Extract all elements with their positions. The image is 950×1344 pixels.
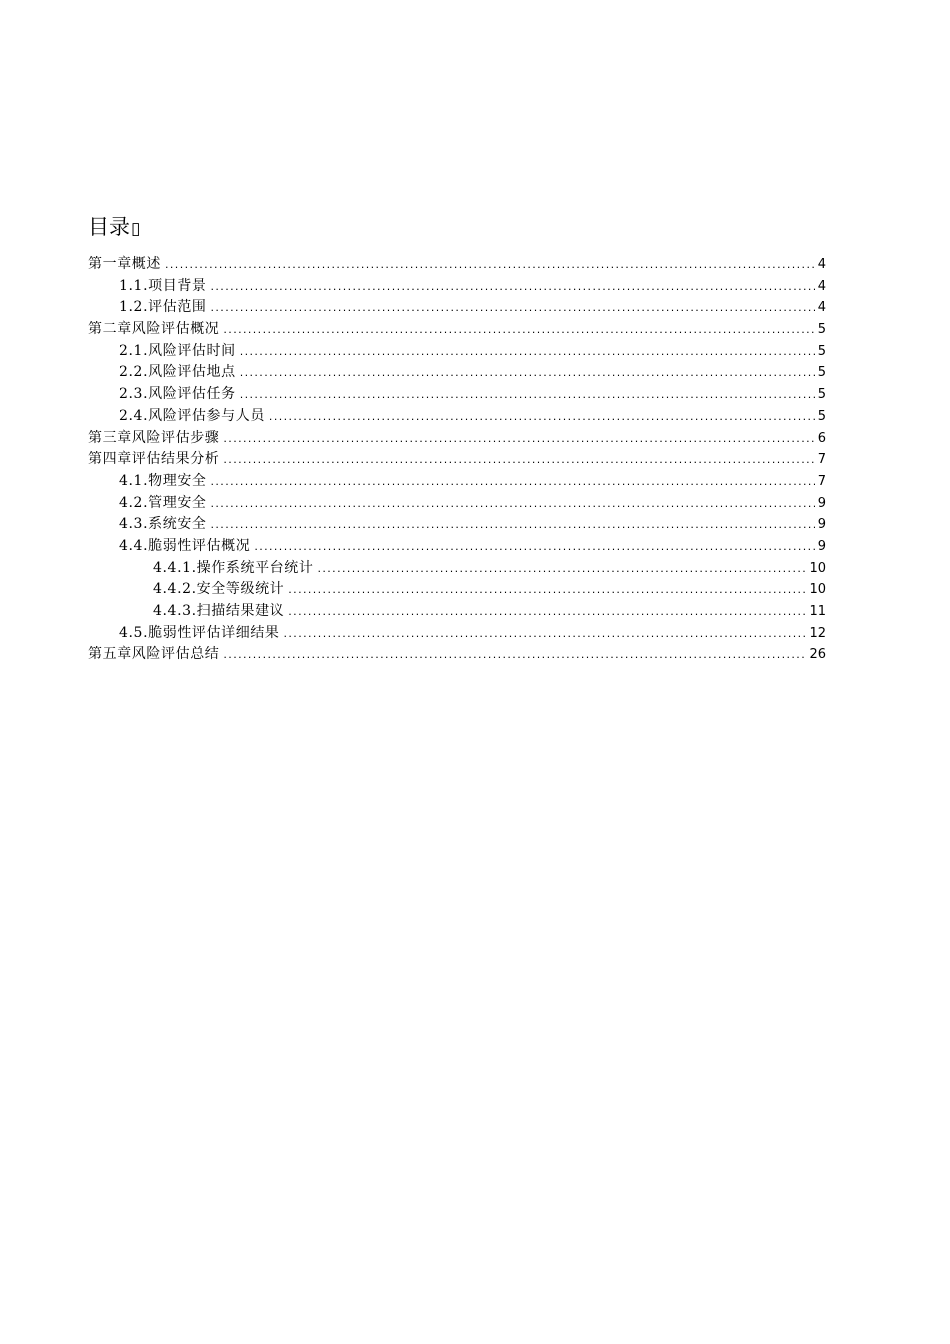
- toc-dot-leader: [288, 579, 806, 601]
- toc-dot-leader: [240, 362, 815, 384]
- toc-entry[interactable]: [88, 558, 826, 580]
- toc-title-text: 目录: [88, 215, 130, 239]
- toc-entry[interactable]: [88, 319, 826, 341]
- toc-entry-page-number: 10: [809, 560, 826, 576]
- toc-dot-leader: [284, 623, 807, 645]
- toc-dot-leader: [223, 428, 814, 450]
- toc-entry-page-number: 10: [809, 582, 826, 598]
- toc-dot-leader: [223, 319, 814, 341]
- toc-entry-title: 第四章评估结果分析: [88, 451, 220, 468]
- toc-entry[interactable]: [88, 428, 826, 450]
- toc-entry-page-number: 7: [817, 473, 826, 489]
- toc-dot-leader: [211, 471, 815, 493]
- toc-entry-title: 4.5.脆弱性评估详细结果: [119, 624, 280, 641]
- toc-entry-page-number: 5: [817, 365, 826, 381]
- toc-entry-title: 2.4.风险评估参与人员: [119, 407, 265, 424]
- toc-entry-page-number: 4: [817, 278, 826, 294]
- toc-entry[interactable]: [88, 362, 826, 384]
- toc-entry-page-number: 5: [817, 408, 826, 424]
- toc-entry[interactable]: [88, 297, 826, 319]
- toc-entry-title: 4.1.物理安全: [119, 472, 207, 489]
- toc-dot-leader: [211, 514, 815, 536]
- toc-entry-page-number: 12: [809, 625, 826, 641]
- toc-entry-page-number: 26: [809, 647, 826, 663]
- toc-entry[interactable]: [88, 449, 826, 471]
- toc-entry-title: 第一章概述: [88, 256, 161, 272]
- toc-list: [88, 254, 826, 666]
- toc-dot-leader: [288, 601, 806, 623]
- toc-entry-title: 4.3.系统安全: [119, 516, 207, 533]
- toc-entry-title: 4.4.3.扫描结果建议: [153, 603, 285, 619]
- toc-dot-leader: [211, 297, 815, 319]
- toc-entry-title: 第二章风险评估概况: [88, 321, 220, 338]
- toc-entry-title: 4.4.2.安全等级统计: [153, 581, 285, 598]
- toc-entry-title: 1.1.项目背景: [119, 277, 207, 294]
- toc-dot-leader: [211, 493, 815, 515]
- toc-entry[interactable]: [88, 276, 826, 298]
- toc-entry[interactable]: [88, 471, 826, 493]
- toc-entry[interactable]: [88, 644, 826, 666]
- toc-dot-leader: [211, 276, 815, 298]
- toc-entry[interactable]: [88, 601, 826, 623]
- toc-dot-leader: [223, 644, 806, 666]
- toc-dot-leader: [269, 406, 815, 428]
- toc-entry-page-number: 4: [817, 257, 826, 272]
- toc-entry-page-number: 6: [817, 430, 826, 446]
- toc-entry-page-number: 4: [817, 300, 826, 316]
- toc-entry[interactable]: [88, 406, 826, 428]
- toc-entry-page-number: 5: [817, 343, 826, 359]
- toc-entry-title: 1.2.评估范围: [119, 299, 207, 316]
- toc-entry[interactable]: [88, 254, 826, 276]
- toc-title-mark: ▯: [131, 219, 141, 239]
- toc-dot-leader: [165, 254, 815, 276]
- toc-entry-title: 4.2.管理安全: [119, 494, 207, 511]
- toc-dot-leader: [254, 536, 814, 558]
- toc-entry[interactable]: [88, 623, 826, 645]
- toc-dot-leader: [240, 341, 815, 363]
- toc-entry-title: 第三章风险评估步骤: [88, 429, 220, 446]
- toc-entry[interactable]: [88, 514, 826, 536]
- toc-dot-leader: [317, 558, 806, 580]
- toc-entry-page-number: 9: [817, 538, 826, 554]
- toc-entry-title: 第五章风险评估总结: [88, 646, 220, 663]
- toc-entry-page-number: 7: [817, 452, 826, 468]
- toc-entry-page-number: 5: [817, 322, 826, 338]
- toc-entry-page-number: 9: [817, 517, 826, 533]
- toc-entry-title: 2.3.风险评估任务: [119, 386, 236, 403]
- toc-entry[interactable]: [88, 579, 826, 601]
- toc-entry[interactable]: [88, 384, 826, 406]
- toc-dot-leader: [223, 449, 814, 471]
- toc-title: [88, 212, 140, 244]
- toc-entry-title: 2.2.风险评估地点: [119, 364, 236, 381]
- toc-entry-page-number: 9: [817, 495, 826, 511]
- toc-entry-title: 4.4.脆弱性评估概况: [119, 537, 251, 554]
- toc-entry[interactable]: [88, 341, 826, 363]
- toc-entry-title: 2.1.风险评估时间: [119, 342, 236, 359]
- toc-entry-page-number: 11: [809, 604, 826, 619]
- toc-dot-leader: [240, 384, 815, 406]
- toc-entry[interactable]: [88, 536, 826, 558]
- toc-entry-title: 4.4.1.操作系统平台统计: [153, 559, 314, 576]
- toc-entry[interactable]: [88, 493, 826, 515]
- toc-entry-page-number: 5: [817, 387, 826, 403]
